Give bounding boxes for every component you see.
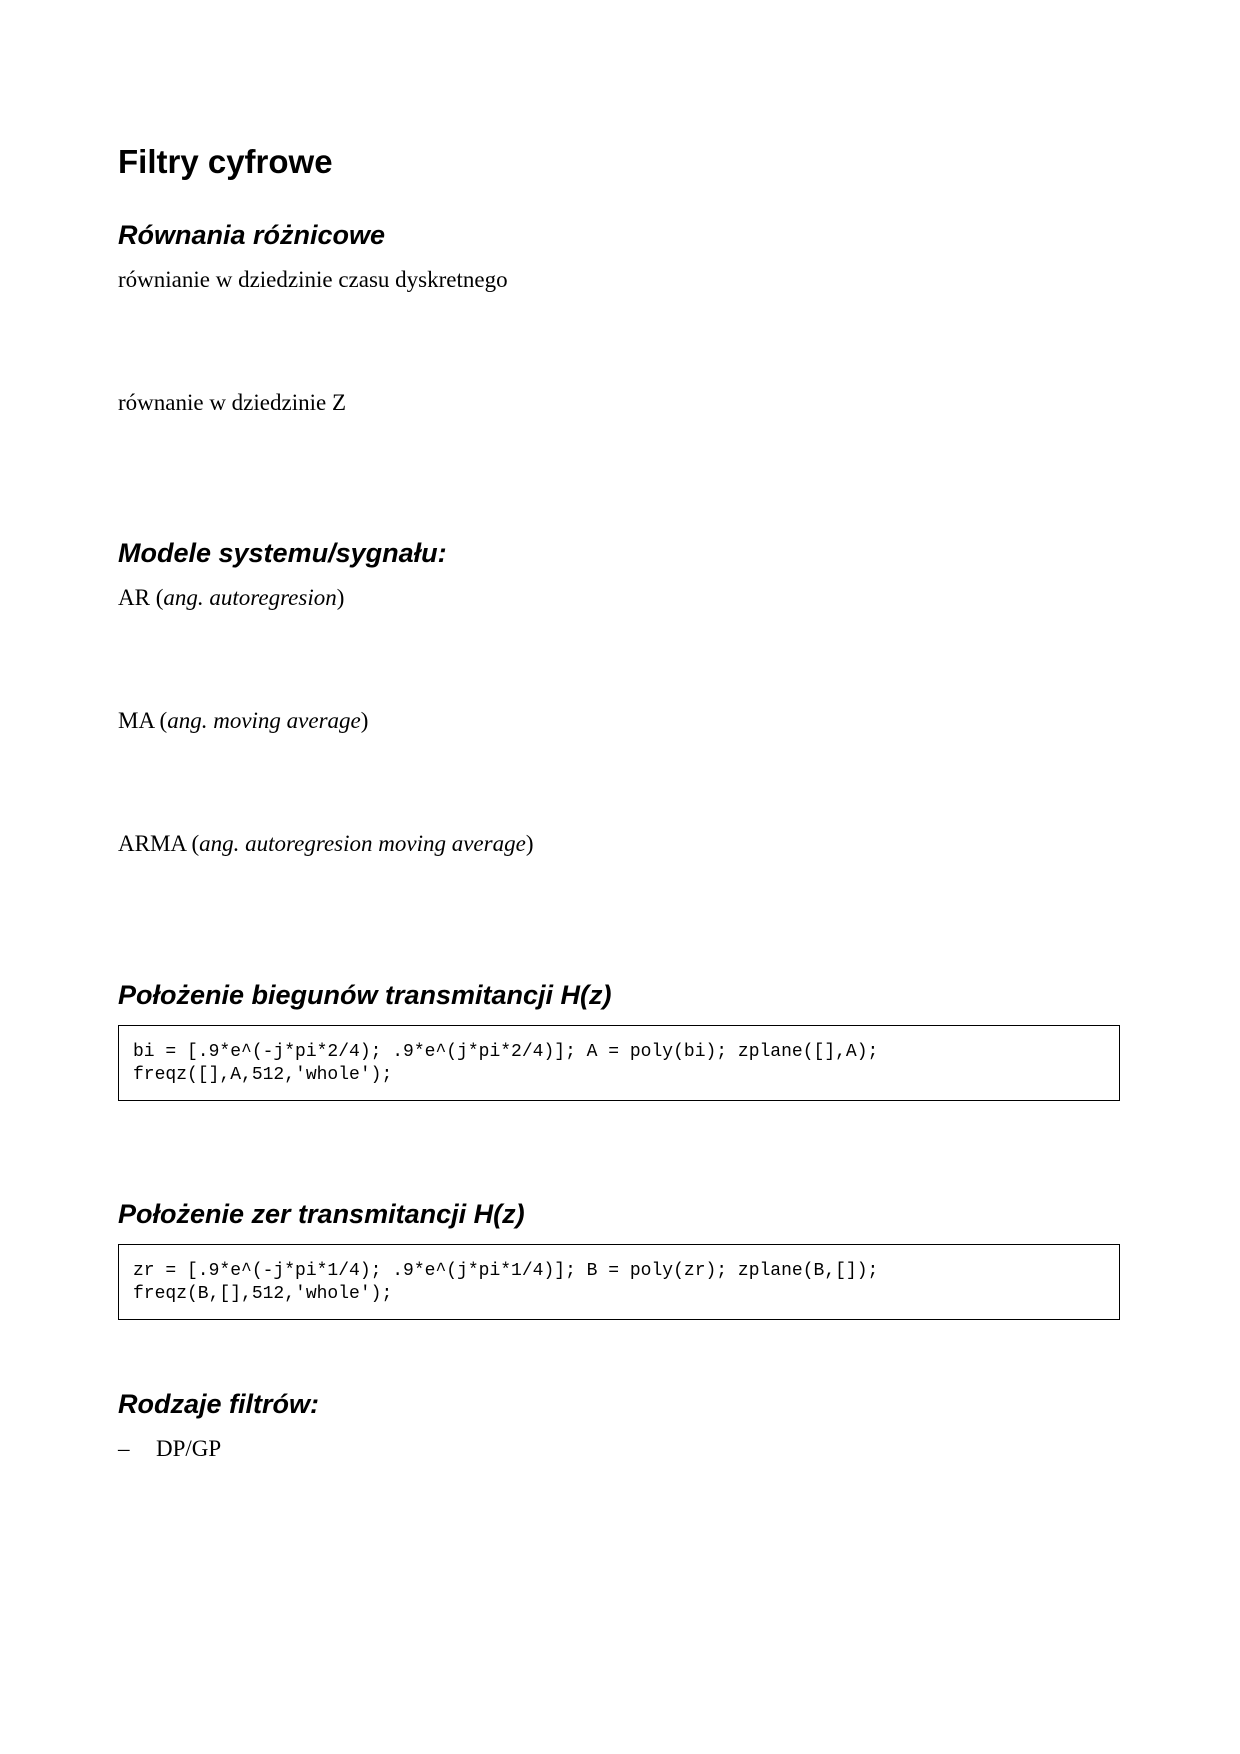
- model-ar-line: [118, 583, 344, 613]
- model-ma-term: moving average: [213, 708, 361, 733]
- model-arma-line: [118, 829, 533, 859]
- model-ar-close-paren: ): [336, 585, 345, 610]
- code-line: freqz([],A,512,'whole');: [133, 1065, 393, 1085]
- section-heading-difference-equations: Równania różnicowe: [118, 220, 386, 250]
- model-arma-open-paren: (: [191, 831, 200, 856]
- model-ma-open-paren: (: [159, 708, 168, 733]
- model-ma-close-paren: ): [360, 708, 369, 733]
- list-item-text: DP/GP: [156, 1436, 222, 1461]
- code-line: zr = [.9*e^(-j*pi*1/4); .9*e^(j*pi*1/4)]; B = poly(zr); zplane(B,[]);: [133, 1261, 879, 1281]
- section-heading-models: Modele systemu/sygnału:: [118, 538, 447, 568]
- code-block-poles: [118, 1025, 1120, 1101]
- text-z-domain-equation: równanie w dziedzinie Z: [118, 390, 346, 415]
- section-heading-zeros: Położenie zer transmitancji H(z): [118, 1199, 525, 1229]
- model-arma-prefix: ang.: [199, 831, 240, 856]
- model-arma-abbr: ARMA: [118, 831, 186, 856]
- section-heading-filter-types: Rodzaje filtrów:: [118, 1389, 319, 1419]
- model-ar-abbr: AR: [118, 585, 150, 610]
- model-ma-prefix: ang.: [167, 708, 208, 733]
- model-arma-term: autoregresion moving average: [245, 831, 526, 856]
- model-ar-open-paren: (: [155, 585, 164, 610]
- model-arma-close-paren: ): [525, 831, 534, 856]
- list-bullet: –: [118, 1436, 130, 1461]
- model-ar-prefix: ang.: [163, 585, 204, 610]
- code-line: freqz(B,[],512,'whole');: [133, 1284, 393, 1304]
- section-heading-poles: Położenie biegunów transmitancji H(z): [118, 980, 612, 1010]
- model-ma-line: [118, 706, 368, 736]
- model-ar-term: autoregresion: [209, 585, 337, 610]
- text-discrete-time-equation: równianie w dziedzinie czasu dyskretnego: [118, 267, 508, 292]
- model-ma-abbr: MA: [118, 708, 154, 733]
- code-block-zeros: [118, 1244, 1120, 1320]
- code-line: bi = [.9*e^(-j*pi*2/4); .9*e^(j*pi*2/4)]; A = poly(bi); zplane([],A);: [133, 1042, 879, 1062]
- page-title: Filtry cyfrowe: [118, 143, 333, 180]
